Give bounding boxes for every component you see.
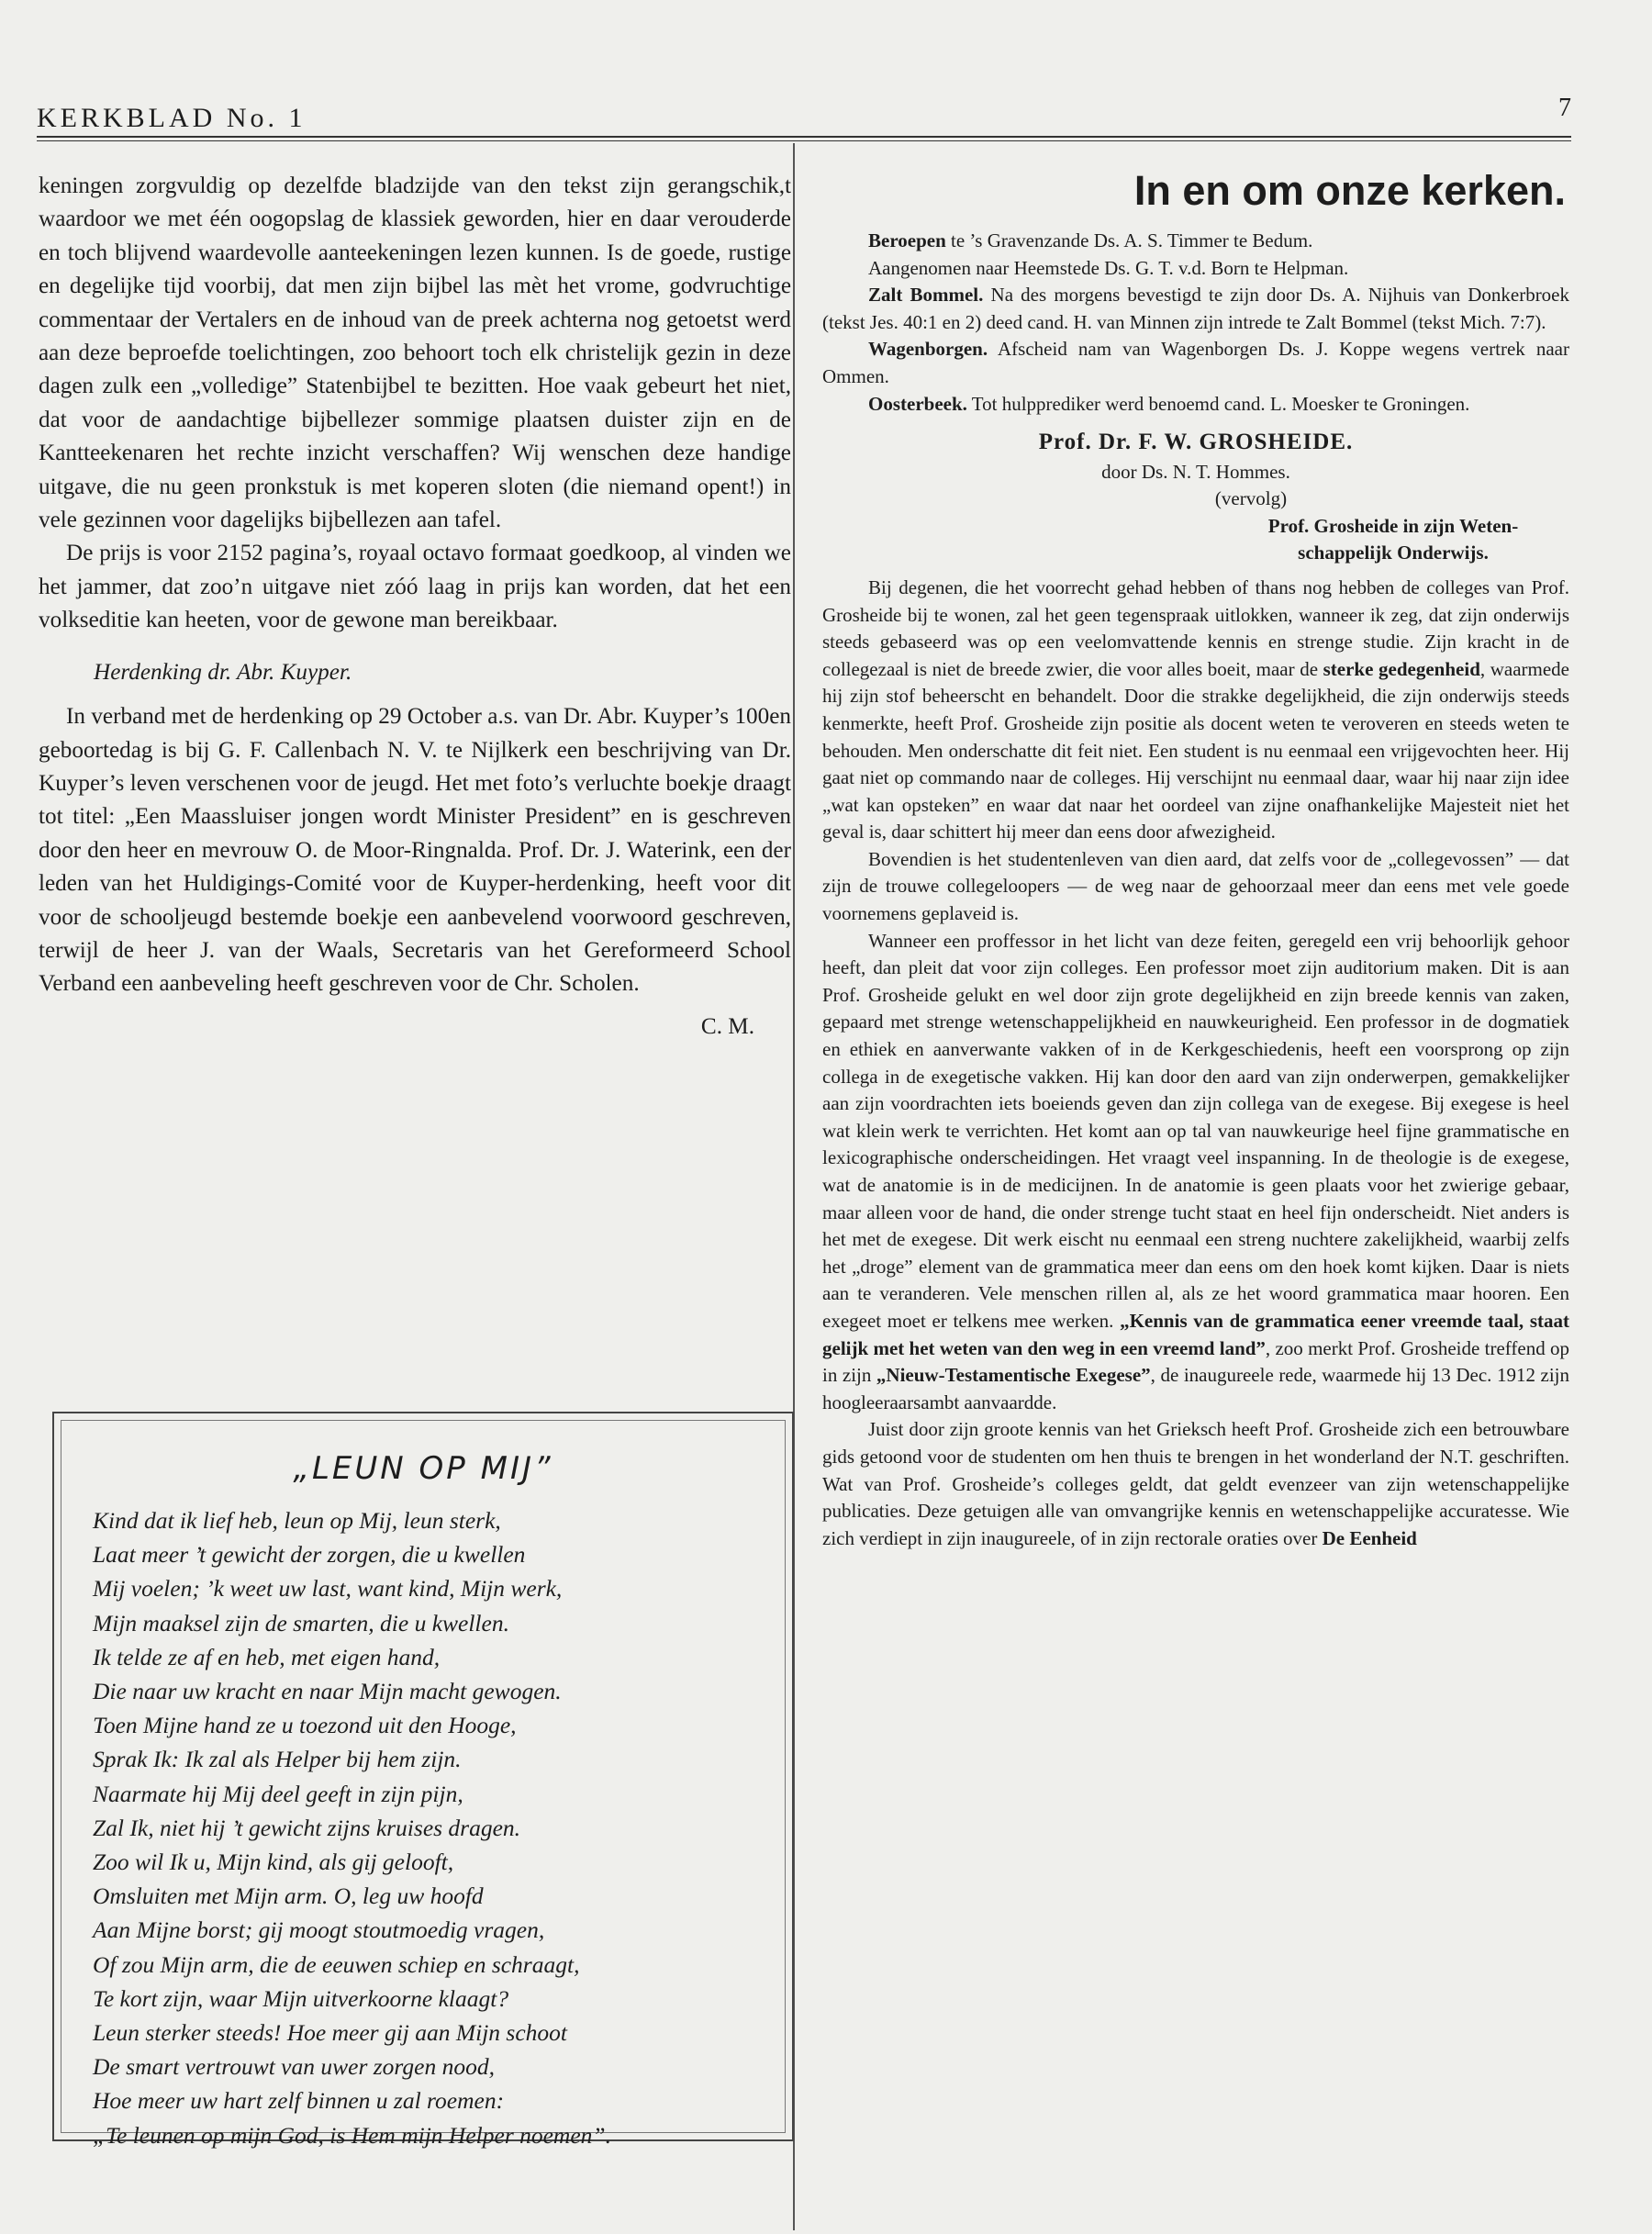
news-item <box>822 336 1569 390</box>
article-title: Prof. Dr. F. W. GROSHEIDE. <box>1038 430 1354 455</box>
subheading-line: Prof. Grosheide in zijn Weten- <box>1267 514 1519 537</box>
page-header <box>37 94 1571 136</box>
news-text: Na des morgens bevestigd te zijn door Ds. A. Nijhuis van Donkerbroek (tekst Jes. 40:1 en 2) deed cand. H. van Minnen zijn intrede te Zalt Bommel (tekst Mich. 7:7). <box>822 284 1570 333</box>
emphasis: De Eenheid <box>1322 1526 1417 1549</box>
page-number: 7 <box>1558 94 1571 122</box>
poem-line: Sprak Ik: Ik zal als Helper bij hem zijn. <box>93 1746 462 1773</box>
text: Bij degenen, die het voorrecht gehad hebben of thans nog hebben de colleges van Prof. Grosheide bij te wonen, zal het geen tegenspraak uitlokken, wanneer ik zeg, dat zijn onderwijs steeds gebaseerd was op een veelomvattende kennis en strenge studie. Zijn kracht in de collegezaal is niet de breede zwier, die voor alles boeit, maar de <box>822 575 1569 680</box>
poem-line: Naarmate hij Mij deel geeft in zijn pijn, <box>93 1780 463 1807</box>
article-subheading <box>822 513 1569 567</box>
text: Wanneer een proffessor in het licht van deze feiten, geregeld een vrij behoorlijk gehoor heeft, dan pleit dat voor zijn colleges. Een professor moet zijn auditorium maken. Dit is aan Prof. Grosheide gelukt en wel door zijn grote degelijkheid en zijn breede kennis van zaken, gepaard met strenge wetenschappelijkheid en nauwkeurigheid. Een professor in de dogmatiek en ethiek en aanverwante vakken of in de Kerkgeschiedenis, heeft een voorsprong op zijn collega in de exegetische vakken. Hij kan door den aard van zijn onderwerpen, gemakkelijker aan zijn voordrachten iets boeiends geven dan zijn collega van de exegese. Bij exegese is heel wat klein werk te verrichten. Het komt aan op tal van nauwkeurige heel fijne grammatische en lexicographische onderscheidingen. Het vraagt veel inspanning. In de theologie is de exegese, wat de anatomie is in de medicijnen. In de anatomie is geen plaats voor het zwierige gebaar, maar alleen voor de hand, die onder strenge tucht staat en heel fijn onderscheidt. Niet anders is het met de exegese. Dit werk eischt nu eenmaal een streng nuchtere zakelijkheid, waarbij zelfs het „droge” element van de grammatica meer dan eens om den hoek komt kijken. Daar is niets aan te veranderen. Vele menschen rillen al, als ze het woord grammatica maar hooren. Een exegeet moet er telkens mee werken. <box>822 929 1569 1332</box>
poem-title: „LEUN OP MIJ” <box>293 1450 553 1487</box>
byline: door Ds. N. T. Hommes. <box>1101 461 1290 484</box>
news-lead: Oosterbeek. <box>868 392 967 415</box>
poem-line: Kind dat ik lief heb, leun op Mij, leun sterk, <box>93 1507 501 1534</box>
header-rule-thin <box>37 140 1571 141</box>
signature: C. M. <box>700 1013 754 1039</box>
poem-line: Leun sterker steeds! Hoe meer gij aan Mijn schoot <box>93 2019 567 2047</box>
left-column <box>39 170 791 1044</box>
poem-line: Hoe meer uw hart zelf binnen u zal roemen: <box>93 2087 505 2115</box>
paragraph: keningen zorgvuldig op dezelfde bladzijde van den tekst zijn gerangschik,t waardoor we met één oogopslag de klassiek geworden, hier en daar verouderde en toch blijvend waardevolle aanteekeningen lezen kunnen. Is de goede, rustige en degelijke tijd voorbij, dat men zijn bijbel las mèt het vrome, godvruchtige commentaar der Vertalers en de inhoud van de preek achterna nog getoetst werd aan deze beproefde toelichtingen, zoo behoort toch elk christelijk gezin in deze dagen zulk een „volledige” Statenbijbel te bezitten. Hoe vaak gebeurt het niet, dat voor de aandachtige bijbellezer sommige plaatsen duister zijn en de Kantteekenaren het rechte inzicht verschaffen? Wij wenschen deze handige uitgave, die nu geen pronkstuk is met koperen sloten (die niemand opent!) in vele gezinnen voor dagelijks bijbellezen aan tafel. <box>39 173 791 533</box>
emphasis: „Kennis van de grammatica eener vreemde taal, staat gelijk met het weten van den weg in een vreemd land” <box>822 1309 1569 1359</box>
news-lead: Zalt Bommel. <box>868 284 984 307</box>
news-item <box>822 228 1569 255</box>
journal-title: KERKBLAD No. 1 <box>37 103 307 133</box>
news-text: te ’s Gravenzande Ds. A. S. Timmer te Bedum. <box>945 229 1313 251</box>
poem-line: Zoo wil Ik u, Mijn kind, als gij gelooft, <box>93 1849 454 1876</box>
text: Juist door zijn groote kennis van het Grieksch heeft Prof. Grosheide zich een betrouwbare gids getoond voor de studenten om hen thuis te brengen in het wonderland der N.T. geschriften. Wat van Prof. Grosheide’s colleges geldt, dat geldt evenzeer van zijn wetenschappelijke publicaties. Deze getuigen alle van omvangrijke kennis en wetenschappelijke accuratesse. Wie zich verdiept in zijn inaugureele, of in zijn rectorale oraties over <box>822 1418 1569 1549</box>
news-text: Aangenomen naar Heemstede Ds. G. T. v.d. Born te Helpman. <box>868 256 1349 279</box>
news-text: Afscheid nam van Wagenborgen Ds. J. Koppe wegens vertrek naar Ommen. <box>822 338 1569 387</box>
poem-body <box>93 1503 772 2152</box>
poem-line: Mijn maaksel zijn de smarten, die u kwellen. <box>93 1609 509 1636</box>
text: , de inaugureele rede, waarmede hij 13 Dec. 1912 zijn hoogleeraarsambt aanvaardde. <box>822 1364 1569 1413</box>
poem-line: Aan Mijne borst; gij moogt stoutmoedig vragen, <box>93 1916 545 1944</box>
poem-line: De smart vertrouwt van uwer zorgen nood, <box>93 2053 495 2081</box>
paragraph <box>822 928 1569 1417</box>
header-rule <box>37 136 1571 138</box>
poem-line: Omsluiten met Mijn arm. O, leg uw hoofd <box>93 1882 484 1910</box>
news-text: Tot hulpprediker werd benoemd cand. L. Moesker te Groningen. <box>966 392 1470 415</box>
paragraph <box>822 575 1569 846</box>
subheading-line: schappelijk Onderwijs. <box>1298 542 1489 564</box>
text: , zoo merkt Prof. Grosheide treffend op in zijn <box>822 1336 1569 1387</box>
poem-line: Ik telde ze af en heb, met eigen hand, <box>93 1643 441 1670</box>
news-lead: Beroepen <box>868 229 946 251</box>
poem-line: Zal Ik, niet hij ’t gewicht zijns kruises dragen. <box>93 1814 521 1841</box>
poem-line: Toen Mijne hand ze u toezond uit den Hooge, <box>93 1712 517 1739</box>
news-item <box>822 391 1569 419</box>
poem-line: Mij voelen; ’k weet uw last, want kind, Mijn werk, <box>93 1575 563 1603</box>
emphasis: sterke gedegenheid <box>1323 657 1480 680</box>
poem-line: Laat meer ’t gewicht der zorgen, die u kwellen <box>93 1541 526 1569</box>
news-item <box>822 255 1569 283</box>
poem-line: Die naar uw kracht en naar Mijn macht gewogen. <box>93 1678 562 1705</box>
section-title: In en om onze kerken. <box>1133 167 1566 214</box>
continued-note: (vervolg) <box>1214 487 1288 510</box>
section-heading: Herdenking dr. Abr. Kuyper. <box>94 659 352 685</box>
poem-line: „Te leunen op mijn God, is Hem mijn Helper noemen”. <box>93 2121 611 2149</box>
paragraph: De prijs is voor 2152 pagina’s, royaal octavo formaat goedkoop, al vinden we het jammer, dat zoo’n uitgave niet zóó laag in prijs kan worden, dat het een volkseditie kan heeten, voor de gewone man bereikbaar. <box>39 541 791 633</box>
news-item <box>822 282 1569 336</box>
paragraph <box>822 1416 1569 1552</box>
news-list <box>822 228 1569 418</box>
paragraph: In verband met de herdenking op 29 October a.s. van Dr. Abr. Kuyper’s 100en geboortedag is bij G. F. Callenbach N. V. te Nijlkerk een beschrijving van Dr. Kuyper’s leven verschenen voor de jeugd. Het met foto’s verluchte boekje draagt tot titel: „Een Maassluiser jongen wordt Minister President” en is geschreven door den heer en mevrouw O. de Moor-Ringnalda. Prof. Dr. J. Waterink, een der leden van het Huldigings-Comité voor de Kuyper-herdenking, heeft voor dit voor de schooljeugd bestemde boekje een aanbevelend voorwoord geschreven, terwijl de heer J. van der Waals, Secretaris van het Gereformeerd School Verband een aanbeveling heeft geschreven voor de Chr. Scholen. <box>39 704 791 997</box>
news-lead: Wagenborgen. <box>868 338 988 361</box>
poem-box <box>52 1412 794 2149</box>
poem-line: Te kort zijn, waar Mijn uitverkoorne klaagt? <box>93 1984 509 2012</box>
right-column <box>822 165 1569 1552</box>
emphasis: „Nieuw-Testamentische Exegese” <box>876 1364 1151 1387</box>
poem-line: Of zou Mijn arm, die de eeuwen schiep en schraagt, <box>93 1950 580 1978</box>
text: , waarmede hij zijn stof beheerscht en behandelt. Door die strakke degelijkheid, die zijn onderwijs steeds kenmerkte, heeft Prof. Grosheide zijn positie als docent weten te veroveren en steeds weten te behouden. Men onderschatte dit feit niet. Een student is nu eenmaal een vrijgevochten heer. Hij gaat niet op commando naar de colleges. Hij verschijnt nu eenmaal daar, waar hij naar zijn idee „wat kan opsteken” en waar dat naar het oordeel van zijne onafhankelijke Majesteit niet het geval is, daar schittert hij meer dan eens door afwezigheid. <box>822 657 1570 843</box>
paragraph: Bovendien is het studentenleven van dien aard, dat zelfs voor de „collegevossen” — dat zijn de trouwe collegeloopers — de weg naar de gehoorzaal meer dan eens met vele goede voornemens geplaveid is. <box>822 847 1569 925</box>
